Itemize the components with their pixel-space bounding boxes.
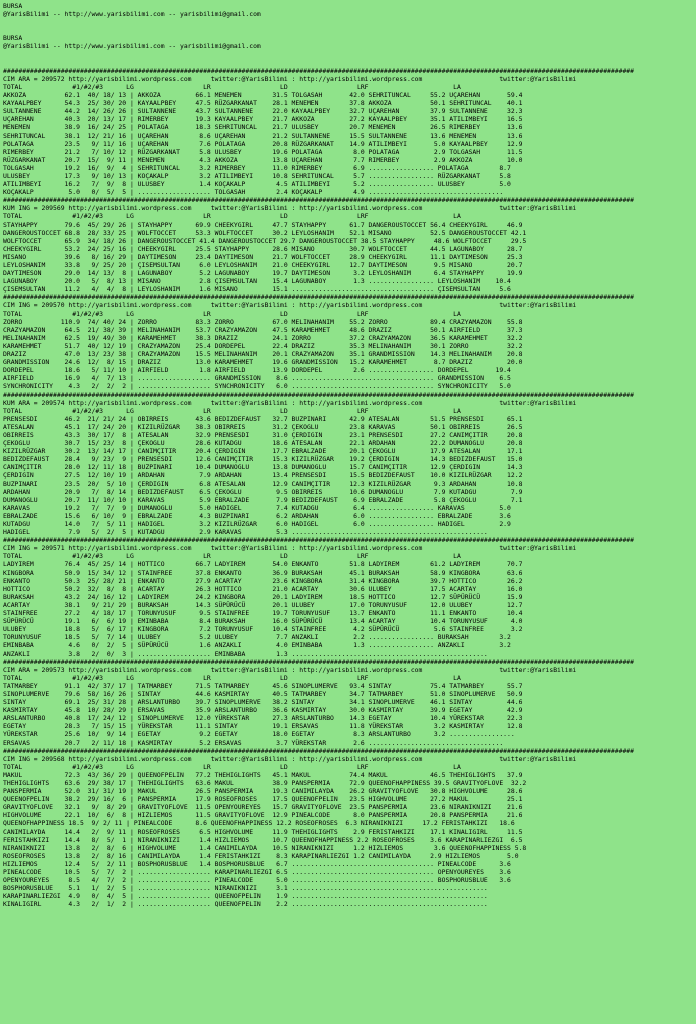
document — [3, 2, 693, 909]
race-row: KAYAALPBEY 54.3 25/ 30/ 20 | KAYAALPBEY 47.5 RÜZGARKANAT 28.1 MENEMEN 37.8 AKKOZA 50.1 SEHRITUNCAL 40.1 — [3, 99, 523, 108]
race-column-header: TOTAL #1/#2/#3 LG LR LD LRF LA — [3, 309, 461, 318]
race-row: TATMARBEY 91.1 42/ 37/ 17 | TATMARBEY 71.5 TATMARBEY 45.6 SINOPLUMERVE 93.4 SINTAY 75.4 TATMARBEY 55.7 — [3, 681, 523, 690]
race-row: ANZAKLI 3.8 2/ 0/ 3 | ................... EMINBABA 1.3 ................................................... — [3, 649, 488, 658]
race-column-header: TOTAL #1/#2/#3 LG LR LD LRF LA — [3, 82, 461, 91]
race-row: LAGUNABOY 20.0 5/ 8/ 13 | MISANO 2.8 ÇISEMSULTAN 15.4 LAGUNABOY 1.3 ................. LEYLOSHANIM 10.4 — [3, 277, 511, 286]
race-row: EGETAY 28.3 7/ 15/ 15 | YÜREKSTAR 11.1 SINTAY 19.1 ERSAVAS 11.8 YÜREKSTAR 3.2 KASMIRTAY 12.8 — [3, 722, 523, 731]
race-column-header: TOTAL #1/#2/#3 LG LR LD LRF LA — [3, 552, 461, 561]
race-row: FERISTAHKIZI 14.4 8/ 5/ 1 | NIRANIKNIZI 1.4 HIZLIEMOS 10.7 QUEENOFHAPPINESS 2.2 ROSEOFROSES 3.6 KARAPINARLIEZGI 6.5 — [3, 835, 523, 844]
race-row: KINALIGIRL 4.3 2/ 1/ 2 | ................... QUEENOFPELIN 2.2 ................................................... — [3, 900, 488, 909]
blank-line — [3, 51, 693, 59]
race-title: CIM ING = 209568 http://yarisbilimi.wordpress.com twitter:@YarisBilimi : http://yarisbilimi.wordpress.com twitter:@YarisBilimi — [3, 754, 577, 763]
race-row: KARAVAS 19.2 7/ 7/ 9 | DUMANOGLU 5.0 HADIGEL 7.4 KUTADGU 6.4 ................. KARAVAS 5.0 — [3, 503, 511, 512]
doc-credit-2: @YarisBilimi -- http://www.yarisbilimi.com -- yarisbilimi@gmail.com — [3, 42, 261, 51]
race-row: POLATAGA 23.5 9/ 11/ 16 | UÇAREHAN 7.6 POLATAGA 20.8 RÜZGARKANAT 14.9 ATILIMBEYI 5.0 KAYAALPBEY 12.9 — [3, 139, 523, 148]
race-row: OBIRREIS 43.3 30/ 17/ 8 | ATESALAN 32.9 PRENSESDI 31.0 ÇERDIGIN 23.1 PRENSESDI 27.2 CANIMÇITIR 20.8 — [3, 430, 523, 439]
race-row: OPENYOUREYES 8.5 4/ 7/ 2 | ................... PINEALCODE 5.0 ..................................... BOSPHORUSBLUE 3.6 — [3, 876, 511, 885]
race-row: DUMANOGLU 20.7 11/ 10/ 10 | KARAVAS 5.9 EBRALZADE 7.9 BEDIZDEFAUST 6.9 EBRALZADE 5.8 ÇEKOGLU 7.1 — [3, 495, 523, 504]
race-row: CHEEKYGIRL 53.2 24/ 25/ 16 | CHEEKYGIRL 25.5 STAYHAPPY 28.6 MISANO 30.7 WOLFTOCCET 44.5 LAGUNABOY 28.7 — [3, 244, 523, 253]
separator-line: #################################################################################################################################################################### — [3, 746, 634, 755]
race-row: GRANDMISSION 24.6 12/ 8/ 15 | DRAZIZ 13.0 KARAMEHMET 19.6 GRANDMISSION 15.2 KARAMEHMET 8.7 DRAZIZ 20.0 — [3, 358, 523, 367]
race-section — [3, 658, 693, 747]
race-row: GRAVITYOFLOVE 32.1 9/ 8/ 29 | GRAVITYOFLOVE 11.5 OPENYOUREYES 15.7 GRAVITYOFLOVE 23.5 PANSPERMIA 23.6 NIRANIKNIZI 21.6 — [3, 803, 523, 812]
race-row: RÜZGARKANAT 20.7 15/ 9/ 11 | MENEMEN 4.3 AKKOZA 13.8 UÇAREHAN 7.7 RIMERBEY 2.9 AKKOZA 10.0 — [3, 155, 523, 164]
blank-line — [3, 26, 693, 34]
race-row: DORDEPEL 18.6 5/ 11/ 10 | AIRFIELD 1.8 AIRFIELD 13.9 DORDEPEL 2.6 ................. DORDEPEL 19.4 — [3, 366, 511, 375]
separator-line: #################################################################################################################################################################### — [3, 293, 634, 302]
race-section — [3, 391, 693, 537]
race-row: ATILIMBEYI 16.2 7/ 9/ 8 | ULUSBEY 1.4 KOÇAKALP 4.5 ATILIMBEYI 5.2 ................. ULUSBEY 5.0 — [3, 180, 511, 189]
race-row: CANIMILAYDA 14.4 2/ 9/ 11 | ROSEOFROSES 6.5 HIGHVOLUME 11.9 THEHIGLIGHTS 2.9 FERISTAHKIZI 17.1 KINALIGIRL 11.5 — [3, 827, 523, 836]
separator-line: #################################################################################################################################################################### — [3, 66, 634, 75]
race-row: MENEMEN 38.9 16/ 24/ 25 | POLATAGA 18.3 SEHRITUNCAL 21.7 ULUSBEY 20.7 MENEMEN 26.5 RIMERBEY 13.6 — [3, 123, 523, 132]
race-row: STAINFREE 27.2 4/ 18/ 17 | TORUNYUSUF 9.5 STAINFREE 19.7 TORUNYUSUF 13.7 ENKANTO 11.1 ENKANTO 10.4 — [3, 609, 523, 618]
race-row: DAYTIMESON 29.0 14/ 13/ 8 | LAGUNABOY 5.2 LAGUNABOY 19.7 DAYTIMESON 3.2 LEYLOSHANIM 6.4 STAYHAPPY 19.9 — [3, 269, 523, 278]
race-row: DRAZIZ 47.0 13/ 23/ 38 | CRAZYAMAZON 15.5 MELINAHANIM 20.1 CRAZYAMAZON 35.1 GRANDMISSION 14.3 MELINAHANIM 20.8 — [3, 350, 523, 359]
race-row: KARAPINARLIEZGI 4.9 0/ 4/ 5 | ................... QUEENOFPELIN 1.9 ................................................... — [3, 892, 488, 901]
race-row: ÇISEMSULTAN 11.2 4/ 4/ 8 | LEYLOSHANIM 1.6 MISANO 15.1 ..................................... ÇISEMSULTAN 5.6 — [3, 285, 511, 294]
race-row: NIRANIKNIZI 13.8 2/ 8/ 6 | HIGHVOLUME 1.4 CANIMILAYDA 10.5 NIRANIKNIZI 1.2 HIZLIEMOS 3.6 QUEENOFHAPPINESS 5.8 — [3, 843, 527, 852]
race-row: HOTTICO 50.2 32/ 8/ 8 | ACARTAY 26.3 HOTTICO 21.0 ACARTAY 30.6 ULUBEY 17.5 ACARTAY 16.0 — [3, 584, 523, 593]
race-title: CIM ARA = 209573 http://yarisbilimi.wordpress.com twitter:@YarisBilimi : http://yarisbilimi.wordpress.com twitter:@YarisBilimi — [3, 665, 577, 674]
race-row: QUEENOFPELIN 38.2 29/ 16/ 6 | PANSPERMIA 17.9 ROSEOFROSES 17.5 QUEENOFPELIN 23.5 HIGHVOLUME 27.2 MAKUL 25.1 — [3, 795, 523, 804]
race-row: UÇAREHAN 40.3 20/ 13/ 17 | RIMERBEY 19.3 KAYAALPBEY 21.7 AKKOZA 27.2 KAYAALPBEY 35.1 ATILIMBEYI 16.5 — [3, 115, 523, 124]
race-section — [3, 196, 693, 293]
race-row: MELINAHANIM 62.5 19/ 49/ 30 | KARAMEHMET 38.3 DRAZIZ 24.1 ZORRO 37.2 CRAZYAMAZON 36.5 KARAMEHMET 32.2 — [3, 333, 523, 342]
race-title: KUM ARA = 209574 http://yarisbilimi.wordpress.com twitter:@YarisBilimi : http://yarisbilimi.wordpress.com twitter:@YarisBilimi — [3, 398, 577, 407]
race-row: PINEALCODE 10.5 5/ 7/ 2 | ................... KARAPINARLIEZGI 6.5 ..................................... OPENYOUREYES 3.6 — [3, 868, 511, 877]
race-section — [3, 536, 693, 657]
race-section — [3, 293, 693, 390]
race-column-header: TOTAL #1/#2/#3 LG LR LD LRF LA — [3, 762, 461, 771]
race-row: HIZLIEMOS 12.4 5/ 2/ 11 | BOSPHORUSBLUE 1.4 BOSPHORUSBLUE 6.7 ..................................... PINEALCODE 3.6 — [3, 859, 511, 868]
race-row: LADYIREM 76.4 45/ 25/ 14 | HOTTICO 66.7 LADYIREM 54.0 ENKANTO 51.8 LADYIREM 61.2 LADYIREM 70.7 — [3, 560, 523, 569]
blank-line — [3, 18, 693, 26]
race-title: CIM ARA = 209572 http://yarisbilimi.wordpress.com twitter:@YarisBilimi : http://yarisbilimi.wordpress.com twitter:@YarisBilimi — [3, 74, 577, 83]
race-row: ENKANTO 50.3 25/ 28/ 21 | ENKANTO 27.9 ACARTAY 23.6 KINGBORA 31.4 KINGBORA 39.7 HOTTICO 26.2 — [3, 576, 523, 585]
race-row: MISANO 39.6 8/ 16/ 29 | DAYTIMESON 23.4 DAYTIMESON 21.7 WOLFTOCCET 28.9 CHEEKYGIRL 11.1 DAYTIMESON 25.3 — [3, 252, 523, 261]
race-row: ATESALAN 45.1 17/ 24/ 20 | KIZILRÜZGAR 38.3 OBIRREIS 31.2 ÇEKOGLU 23.8 KARAVAS 50.1 OBIRREIS 26.5 — [3, 422, 523, 431]
race-row: SEHRITUNCAL 38.1 12/ 21/ 16 | UÇAREHAN 8.6 UÇAREHAN 21.2 SULTANNENE 15.5 SULTANNENE 13.6 MENEMEN 13.6 — [3, 131, 523, 140]
race-row: THEHIGLIGHTS 63.6 29/ 38/ 17 | THEHIGLIGHTS 63.6 MAKUL 38.9 PANSPERMIA 72.9 QUEENOFHAPPINESS 39.5 GRAVITYOFLOVE 32.2 — [3, 779, 527, 787]
race-row: KOÇAKALP 5.0 0/ 5/ 5 | ................... TOLGASAH 2.4 KOÇAKALP 4.9 ................................... — [3, 188, 504, 197]
race-row: SULTANNENE 44.2 14/ 26/ 26 | SULTANNENE 43.7 SULTANNENE 22.0 KAYAALPBEY 32.7 UÇAREHAN 37.9 SULTANNENE 32.3 — [3, 107, 523, 116]
race-row: KIZILRÜZGAR 30.2 13/ 14/ 17 | CANIMÇITIR 20.4 ÇERDIGIN 17.7 EBRALZADE 20.1 ÇEKOGLU 17.9 ATESALAN 17.1 — [3, 447, 523, 456]
race-list — [3, 67, 693, 909]
race-row: BEDIZDEFAUST 28.4 9/ 23/ 9 | PRENSESDI 12.6 CANIMÇITIR 15.3 KIZILRÜZGAR 19.2 ÇERDIGIN 14.3 BEDIZDEFAUST 15.0 — [3, 455, 523, 464]
race-row: TORUNYUSUF 18.5 5/ 7/ 14 | ULUBEY 5.2 ULUBEY 7.7 ANZAKLI 2.2 ................. BURAKSAH 3.2 — [3, 633, 511, 642]
race-row: DANGEROUSTOCCET 68.8 28/ 33/ 25 | WOLFTOCCET 53.3 WOLFTOCCET 30.2 LEYLOSHANIM 52.1 MISANO 52.5 DANGEROUSTOCCET 42.1 — [3, 228, 527, 237]
race-row: HADIGEL 7.9 5/ 2/ 5 | KUTADGU 2.9 KARAVAS 5.3 ................................................... — [3, 528, 488, 537]
blank-line — [3, 59, 693, 67]
doc-title-2: BURSA — [3, 34, 23, 43]
race-row: ULUSBEY 17.3 9/ 10/ 13 | KOÇAKALP 3.2 ATILIMBEYI 10.8 SEHRITUNCAL 5.7 ................. RÜZGARKANAT 5.8 — [3, 171, 511, 180]
race-row: TOLGASAH 19.2 16/ 9/ 4 | SEHRITUNCAL 3.2 RIMERBEY 11.0 RIMERBEY 6.9 ................. POLATAGA 8.7 — [3, 163, 511, 172]
race-row: ULUBEY 18.8 5/ 6/ 17 | KINGBORA 7.2 TORUNYUSUF 10.4 STAINFREE 4.2 SÜPÜRÜCÜ 5.6 STAINFREE 3.2 — [3, 625, 523, 634]
race-row: BOSPHORUSBLUE 5.1 1/ 2/ 5 | ................... NIRANIKNIZI 3.1 ................................................... — [3, 884, 488, 893]
race-row: MAKUL 72.3 43/ 36/ 29 | QUEENOFPELIN 77.2 THEHIGLIGHTS 45.1 MAKUL 74.4 MAKUL 46.5 THEHIGLIGHTS 37.9 — [3, 770, 523, 779]
separator-line: #################################################################################################################################################################### — [3, 196, 634, 205]
race-row: ERSAVAS 20.7 2/ 11/ 18 | KASMIRTAY 5.2 ERSAVAS 3.7 YÜREKSTAR 2.6 ................................... — [3, 738, 504, 747]
race-row: PANSPERMIA 52.0 31/ 31/ 19 | MAKUL 26.5 PANSPERMIA 19.3 CANIMILAYDA 26.2 GRAVITYOFLOVE 30.8 HIGHVOLUME 28.6 — [3, 787, 523, 796]
race-row: ÇERDIGIN 27.5 12/ 10/ 19 | ARDAHAN 7.9 ARDAHAN 13.4 PRENSESDI 15.5 BEDIZDEFAUST 10.0 KIZILRÜZGAR 12.2 — [3, 471, 523, 480]
race-row: RIMERBEY 21.2 7/ 10/ 12 | RÜZGARKANAT 5.8 ULUSBEY 19.6 POLATAGA 8.0 POLATAGA 2.9 TOLGASAH 11.5 — [3, 147, 523, 156]
race-row: EMINBABA 4.6 0/ 2/ 5 | SÜPÜRÜCÜ 1.6 ANZAKLI 4.0 EMINBABA 1.3 ................. ANZAKLI 3.2 — [3, 641, 511, 650]
race-section — [3, 67, 693, 197]
race-row: ZORRO 110.9 74/ 40/ 24 | ZORRO 83.3 ZORRO 67.0 MELINAHANIM 55.2 ZORRO 89.4 CRAZYAMAZON 55.8 — [3, 317, 523, 326]
race-row: AIRFIELD 16.9 4/ 7/ 13 | ................... GRANDMISSION 8.6 ..................................... GRANDMISSION 6.5 — [3, 374, 511, 383]
race-row: SÜPÜRÜCÜ 19.1 6/ 6/ 19 | EMINBABA 8.4 BURAKSAH 16.0 SÜPÜRÜCÜ 13.4 ACARTAY 10.4 TORUNYUSUF 4.0 — [3, 617, 523, 626]
race-row: HIGHVOLUME 22.1 10/ 6/ 8 | HIZLIEMOS 11.5 GRAVITYOFLOVE 12.9 PINEALCODE 8.0 PANSPERMIA 20.8 PANSPERMIA 21.6 — [3, 811, 523, 820]
race-row: SINTAY 69.1 25/ 31/ 28 | ARSLANTURBO 39.7 SINOPLUMERVE 38.2 SINTAY 34.1 SINOPLUMERVE 46.1 SINTAY 44.6 — [3, 698, 523, 707]
race-row: ACARTAY 38.1 9/ 21/ 29 | BURAKSAH 14.3 SÜPÜRÜCÜ 20.1 ULUBEY 17.0 TORUNYUSUF 12.0 ULUBEY 12.7 — [3, 600, 523, 609]
race-column-header: TOTAL #1/#2/#3 LG LR LD LRF LA — [3, 673, 461, 682]
race-title: KUM ING = 209569 http://yarisbilimi.wordpress.com twitter:@YarisBilimi : http://yarisbilimi.wordpress.com twitter:@YarisBilimi — [3, 204, 577, 213]
race-row: LEYLOSHANIM 33.8 9/ 25/ 20 | ÇISEMSULTAN 6.0 LEYLOSHANIM 21.0 CHEEKYGIRL 12.7 DAYTIMESON 9.5 MISANO 20.7 — [3, 261, 523, 269]
separator-line: #################################################################################################################################################################### — [3, 657, 634, 666]
race-row: BURAKSAH 43.2 24/ 16/ 12 | LADYIREM 24.2 KINGBORA 20.1 LADYIREM 18.5 HOTTICO 12.7 SÜPÜRÜCÜ 15.9 — [3, 592, 523, 601]
doc-credit: @YarisBilimi -- http://www.yarisbilimi.com -- yarisbilimi@gmail.com — [3, 10, 261, 19]
race-row: YÜREKSTAR 25.6 10/ 9/ 14 | EGETAY 9.2 EGETAY 18.0 EGETAY 8.3 ARSLANTURBO 3.2 ................. — [3, 730, 515, 739]
race-row: STAYHAPPY 79.6 45/ 29/ 26 | STAYHAPPY 69.9 CHEEKYGIRL 47.7 STAYHAPPY 61.7 DANGEROUSTOCCET 56.4 CHEEKYGIRL 46.9 — [3, 220, 523, 229]
race-row: AKKOZA 62.1 40/ 18/ 13 | AKKOZA 66.1 MENEMEN 31.5 TOLGASAH 42.0 SEHRITUNCAL 55.2 UÇAREHAN 59.4 — [3, 91, 523, 100]
doc-title: BURSA — [3, 2, 23, 10]
race-row: WOLFTOCCET 65.9 34/ 18/ 26 | DANGEROUSTOCCET 41.4 DANGEROUSTOCCET 29.7 DANGEROUSTOCCET 38.5 STAYHAPPY 48.6 WOLFTOCCET 29.5 — [3, 236, 527, 245]
race-row: CANIMÇITIR 28.0 12/ 11/ 18 | BUZPINARI 10.4 DUMANOGLU 13.8 DUMANOGLU 15.7 CANIMÇITIR 12.9 ÇERDIGIN 14.3 — [3, 463, 523, 472]
race-row: KASMIRTAY 45.8 10/ 28/ 29 | ERSAVAS 35.9 ARSLANTURBO 36.6 KASMIRTAY 30.0 KASMIRTAY 39.9 EGETAY 42.9 — [3, 706, 523, 715]
race-row: ROSEOFROSES 13.8 2/ 8/ 16 | CANIMILAYDA 1.4 FERISTAHKIZI 8.3 KARAPINARLIEZGI 1.2 CANIMILAYDA 2.9 HIZLIEMOS 5.0 — [3, 851, 519, 860]
race-row: CRAZYAMAZON 64.5 21/ 38/ 39 | MELINAHANIM 53.7 CRAZYAMAZON 47.5 KARAMEHMET 48.6 DRAZIZ 50.1 AIRFIELD 37.3 — [3, 325, 523, 334]
separator-line: #################################################################################################################################################################### — [3, 536, 634, 545]
race-row: EBRALZADE 15.6 6/ 10/ 9 | EBRALZADE 4.3 BUZPINARI 6.2 ARDAHAN 6.0 ................. EBRALZADE 3.6 — [3, 511, 511, 520]
race-row: KUTADGU 14.0 7/ 5/ 11 | HADIGEL 3.2 KIZILRÜZGAR 6.0 HADIGEL 6.0 ................. HADIGEL 2.9 — [3, 520, 511, 528]
race-row: KINGBORA 50.9 15/ 34/ 12 | STAINFREE 37.8 ENKANTO 36.9 BURAKSAH 45.1 BURAKSAH 58.9 KINGBORA 63.6 — [3, 568, 523, 577]
race-column-header: TOTAL #1/#2/#3 LG LR LD LRF LA — [3, 212, 461, 221]
race-row: BUZPINARI 23.5 20/ 5/ 10 | ÇERDIGIN 6.8 ATESALAN 12.9 CANIMÇITIR 12.3 KIZILRÜZGAR 9.3 ARDAHAN 10.8 — [3, 479, 523, 488]
race-column-header: TOTAL #1/#2/#3 LG LR LD LRF LA — [3, 406, 461, 415]
race-row: SINOPLUMERVE 79.6 58/ 16/ 26 | SINTAY 44.6 KASMIRTAY 40.5 TATMARBEY 34.7 TATMARBEY 51.0 SINOPLUMERVE 50.9 — [3, 689, 523, 698]
race-row: KARAMEHMET 51.7 40/ 12/ 19 | CRAZYAMAZON 25.4 DORDEPEL 22.4 DRAZIZ 35.3 MELINAHANIM 30.1 ZORRO 32.2 — [3, 341, 523, 350]
race-title: CIM ING = 209571 http://yarisbilimi.wordpress.com twitter:@YarisBilimi : http://yarisbilimi.wordpress.com twitter:@YarisBilimi — [3, 544, 577, 553]
race-section — [3, 747, 693, 909]
race-row: ARSLANTURBO 40.8 17/ 24/ 12 | SINOPLUMERVE 12.0 YÜREKSTAR 27.3 ARSLANTURBO 14.3 EGETAY 10.4 YÜREKSTAR 22.3 — [3, 714, 523, 723]
race-row: SYNCHRONICITY 4.3 2/ 2/ 2 | ................... SYNCHRONICITY 6.0 ..................................... SYNCHRONICITY 5.0 — [3, 382, 511, 391]
separator-line: #################################################################################################################################################################### — [3, 390, 634, 399]
race-row: ARDAHAN 20.9 7/ 8/ 14 | BEDIZDEFAUST 6.5 ÇEKOGLU 9.5 OBIRREIS 10.6 DUMANOGLU 7.9 KUTADGU 7.9 — [3, 487, 523, 496]
race-title: CIM ING = 209570 http://yarisbilimi.wordpress.com twitter:@YarisBilimi : http://yarisbilimi.wordpress.com twitter:@YarisBilimi — [3, 301, 577, 310]
race-row: PRENSESDI 46.2 21/ 21/ 24 | OBIRREIS 43.6 BEDIZDEFAUST 32.7 BUZPINARI 42.9 ATESALAN 51.5 PRENSESDI 65.1 — [3, 414, 523, 423]
race-row: QUEENOFHAPPINESS 18.5 9/ 2/ 11 | PINEALCODE 8.6 QUEENOFHAPPINESS 12.2 ROSEOFROSES 6.3 NIRANIKNIZI 17.2 FERISTAHKIZI 18.6 — [3, 819, 515, 828]
race-row: ÇEKOGLU 30.7 15/ 23/ 8 | ÇEKOGLU 28.6 KUTADGU 18.6 ATESALAN 22.1 ARDAHAN 22.2 DUMANOGLU 20.8 — [3, 439, 523, 448]
